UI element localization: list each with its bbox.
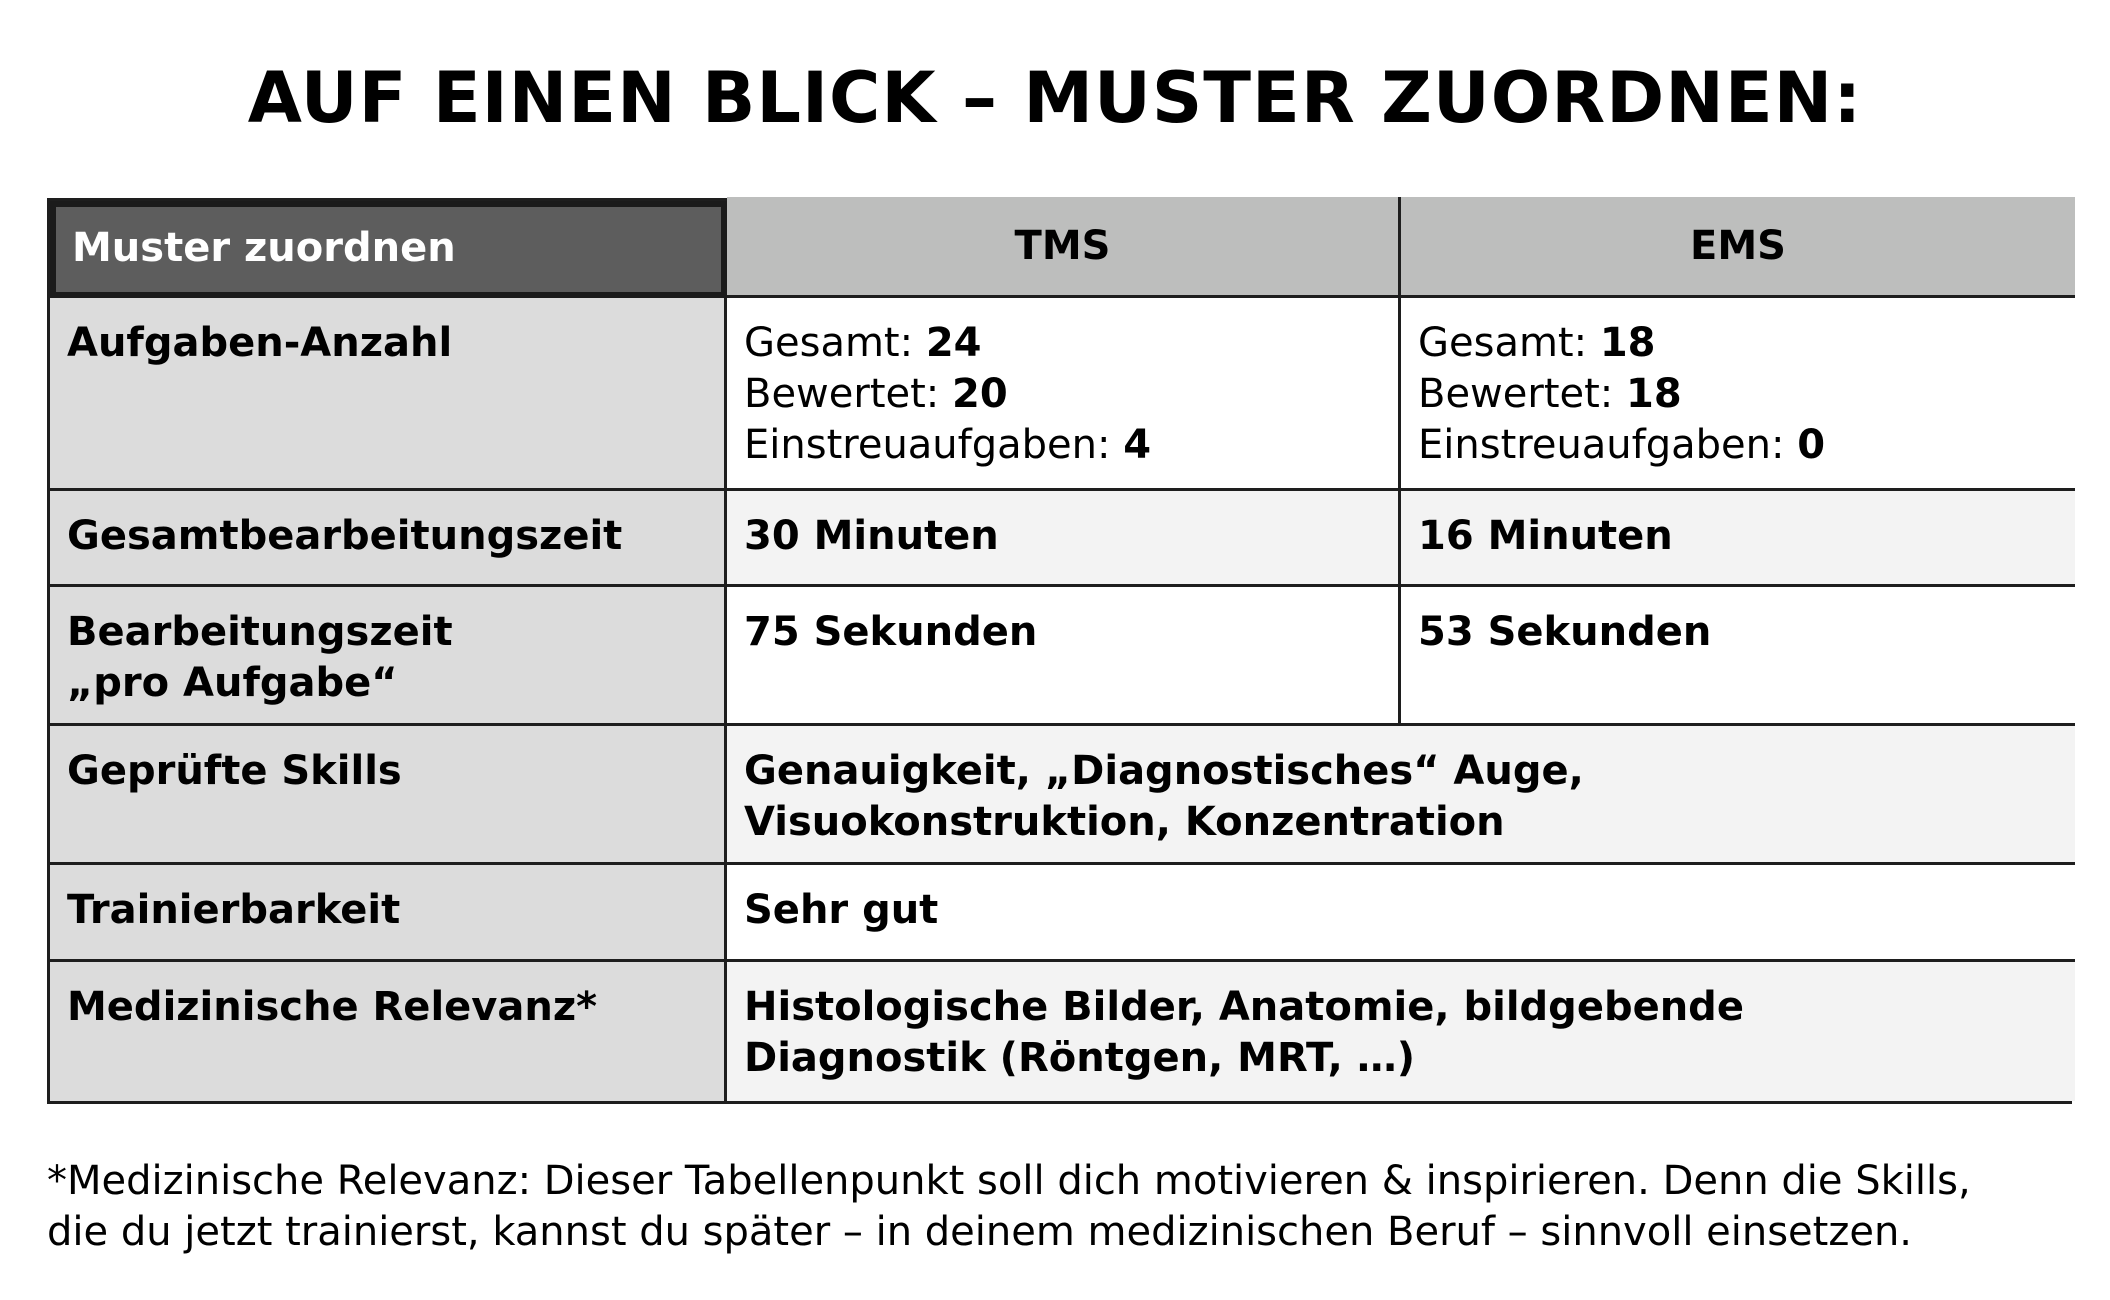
row-header-gesamtbearbeitungszeit: Gesamtbearbeitungszeit: [50, 491, 727, 587]
count-label: Bewertet:: [1418, 371, 1614, 417]
footnote: [47, 1156, 2077, 1258]
trainierbarkeit-value: Sehr gut: [727, 865, 2075, 962]
count-line: [744, 318, 1381, 369]
row-header-trainierbarkeit: Trainierbarkeit: [50, 865, 727, 962]
count-value: 20: [952, 371, 1008, 417]
row-header-line: Bearbeitungszeit: [67, 609, 453, 655]
count-label: Einstreuaufgaben:: [744, 422, 1111, 468]
count-line: [744, 420, 1381, 471]
count-label: Bewertet:: [744, 371, 940, 417]
count-line: [744, 369, 1381, 420]
footnote-line: die du jetzt trainierst, kannst du später – in deinem medizinischen Beruf – sinnvoll einsetzen.: [47, 1209, 1913, 1255]
gepruefte-skills-value: [727, 726, 2075, 865]
relevanz-line: Histologische Bilder, Anatomie, bildgebende: [744, 984, 1744, 1030]
count-line: [1418, 318, 2058, 369]
relevanz-line: Diagnostik (Röntgen, MRT, …): [744, 1035, 1415, 1081]
count-value: 18: [1626, 371, 1682, 417]
count-label: Einstreuaufgaben:: [1418, 422, 1785, 468]
row-header-bearbeitungszeit-pro-aufgabe: [50, 587, 727, 726]
count-value: 4: [1123, 422, 1152, 468]
column-header-ems: EMS: [1401, 197, 2075, 298]
column-header-tms: TMS: [727, 197, 1401, 298]
count-value: 18: [1599, 320, 1656, 366]
count-value: 24: [925, 320, 982, 366]
ems-bearbeitungszeit-pro-aufgabe: 53 Sekunden: [1401, 587, 2075, 726]
count-line: [1418, 420, 2058, 471]
ems-gesamtbearbeitungszeit: 16 Minuten: [1401, 491, 2075, 587]
row-header-line: „pro Aufgabe“: [67, 660, 398, 706]
tms-aufgaben-anzahl: [727, 298, 1401, 491]
count-label: Gesamt:: [744, 320, 914, 366]
row-header-medizinische-relevanz: Medizinische Relevanz*: [50, 962, 727, 1101]
tms-gesamtbearbeitungszeit: 30 Minuten: [727, 491, 1401, 587]
row-header-aufgaben-anzahl: Aufgaben-Anzahl: [50, 298, 727, 491]
count-label: Gesamt:: [1418, 320, 1588, 366]
comparison-table: [47, 198, 2072, 1104]
count-line: [1418, 369, 2058, 420]
tms-bearbeitungszeit-pro-aufgabe: 75 Sekunden: [727, 587, 1401, 726]
ems-aufgaben-anzahl: [1401, 298, 2075, 491]
count-value: 0: [1797, 422, 1826, 468]
table-corner-header: Muster zuordnen: [50, 201, 727, 298]
footnote-line: *Medizinische Relevanz: Dieser Tabellenpunkt soll dich motivieren & inspirieren. Denn die Skills,: [47, 1158, 1971, 1204]
skills-line: Genauigkeit, „Diagnostisches“ Auge,: [744, 748, 1584, 794]
row-header-gepruefte-skills: Geprüfte Skills: [50, 726, 727, 865]
page-title: AUF EINEN BLICK – MUSTER ZUORDNEN:: [247, 57, 1863, 139]
medizinische-relevanz-value: [727, 962, 2075, 1101]
skills-line: Visuokonstruktion, Konzentration: [744, 799, 1505, 845]
